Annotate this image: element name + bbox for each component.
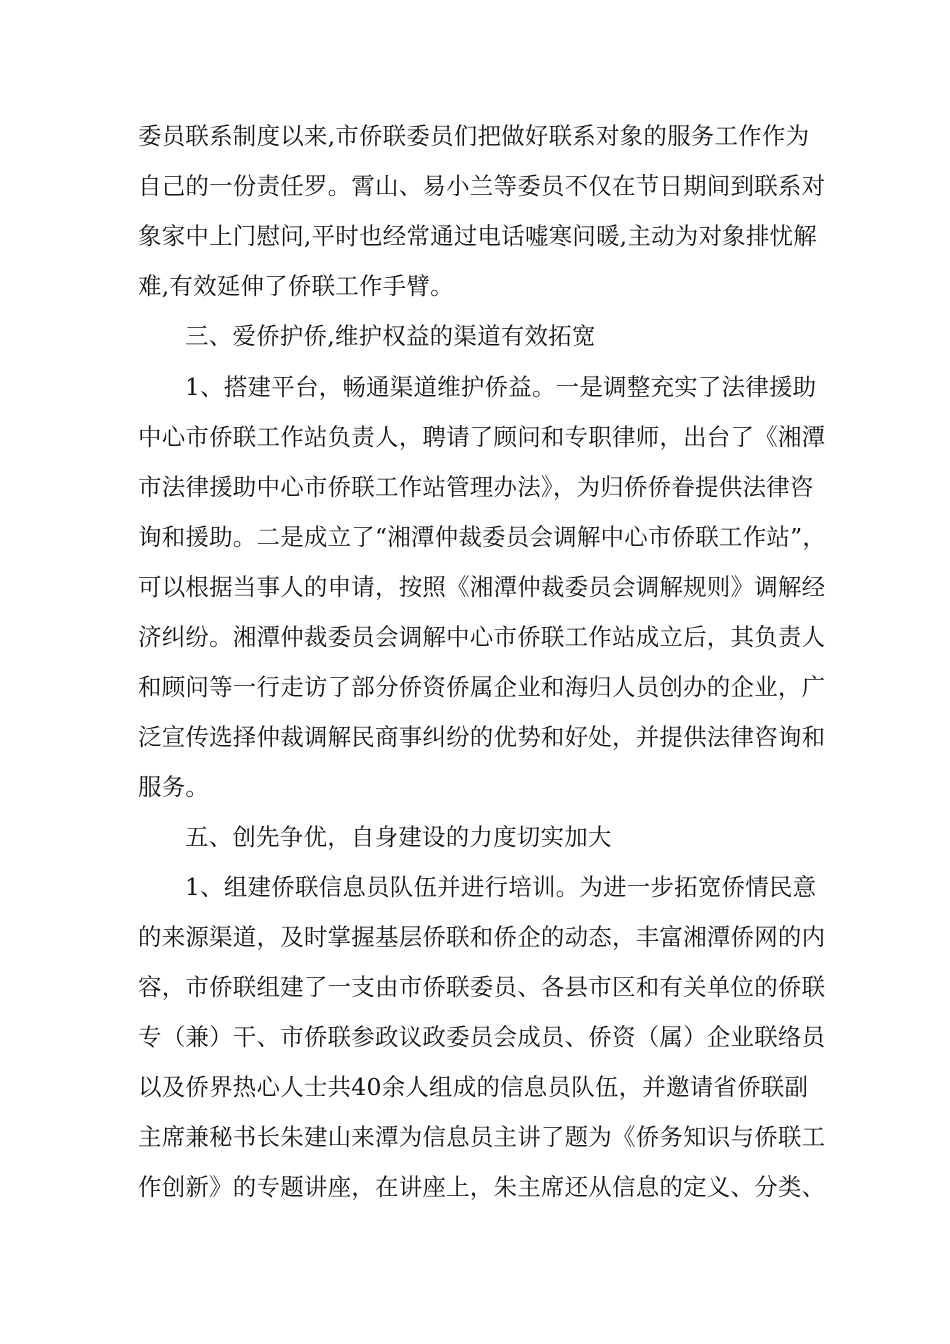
section-heading: 三、爱侨护侨,维护权益的渠道有效拓宽 — [185, 322, 596, 350]
paragraph-line: 泛宣传选择仲裁调解民商事纠纷的优势和好处，并提供法律咨询和 — [138, 723, 826, 751]
paragraph-line: 中心市侨联工作站负责人，聘请了顾问和专职律师，出台了《湘潭 — [138, 423, 826, 451]
paragraph-line: 委员联系制度以来,市侨联委员们把做好联系对象的服务工作作为 — [138, 122, 810, 150]
paragraph-line: 难,有效延伸了侨联工作手臂。 — [138, 272, 454, 300]
paragraph-line: 的来源渠道，及时掌握基层侨联和侨企的动态，丰富湘潭侨网的内 — [138, 923, 826, 951]
paragraph-line: 1、搭建平台，畅通渠道维护侨益。一是调整充实了法律援助 — [185, 373, 817, 401]
paragraph-line: 作创新》的专题讲座，在讲座上，朱主席还从信息的定义、分类、 — [138, 1173, 826, 1201]
paragraph-line: 市法律援助中心市侨联工作站管理办法》，为归侨侨眷提供法律咨 — [138, 473, 814, 501]
paragraph-line: 象家中上门慰问,平时也经常通过电话嘘寒问暖,主动为对象排忧解 — [138, 222, 817, 250]
paragraph-line: 服务。 — [138, 773, 210, 801]
paragraph-line: 自己的一份责任罗。霄山、易小兰等委员不仅在节日期间到联系对 — [138, 172, 826, 200]
paragraph-line: 济纠纷。湘潭仲裁委员会调解中心市侨联工作站成立后，其负责人 — [138, 623, 826, 651]
paragraph-line: 主席兼秘书长朱建山来潭为信息员主讲了题为《侨务知识与侨联工 — [138, 1123, 826, 1151]
paragraph-line: 1、组建侨联信息员队伍并进行培训。为进一步拓宽侨情民意 — [185, 873, 817, 901]
paragraph-line: 询和援助。二是成立了“湘潭仲裁委员会调解中心市侨联工作站”， — [138, 523, 827, 551]
paragraph-line: 可以根据当事人的申请，按照《湘潭仲裁委员会调解规则》调解经 — [138, 573, 826, 601]
paragraph-line: 容，市侨联组建了一支由市侨联委员、各县市区和有关单位的侨联 — [138, 973, 826, 1001]
paragraph-line: 和顾问等一行走访了部分侨资侨属企业和海归人员创办的企业，广 — [138, 673, 826, 701]
section-heading: 五、创先争优，自身建设的力度切实加大 — [185, 823, 612, 851]
paragraph-line: 专（兼）干、市侨联参政议政委员会成员、侨资（属）企业联络员 — [138, 1023, 826, 1051]
paragraph-line: 以及侨界热心人士共40余人组成的信息员队伍，并邀请省侨联副 — [138, 1073, 809, 1101]
